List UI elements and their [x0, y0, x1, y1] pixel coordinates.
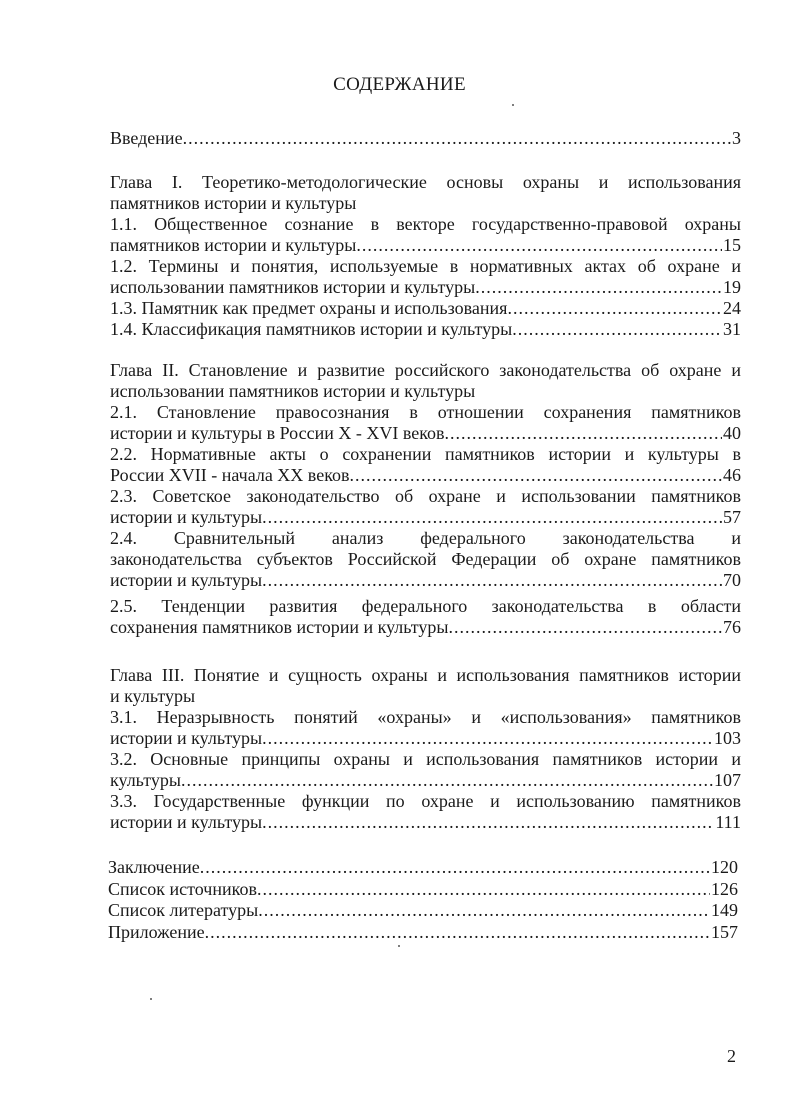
toc-label: 2.2. Нормативные акты о сохранении памятников истории и культуры в	[110, 444, 741, 464]
toc-page: 57	[723, 507, 741, 527]
scan-speck	[398, 945, 400, 947]
leader-dots	[512, 319, 722, 340]
toc-section-2-4[interactable]	[110, 528, 741, 591]
toc-label: 1.2. Термины и понятия, используемые в нормативных актах об охране и	[110, 256, 741, 276]
toc-page: 149	[711, 900, 738, 920]
toc-chapter-2	[110, 360, 741, 638]
toc-section-2-3[interactable]	[110, 486, 741, 528]
toc-page: 46	[723, 465, 741, 485]
toc-label: 3.2. Основные принципы охраны и использования памятников истории и	[110, 749, 741, 769]
toc-label: 2.3. Советское законодательство об охране и использовании памятников	[110, 486, 741, 506]
toc-section-1-2[interactable]	[110, 256, 741, 298]
toc-section-3-2[interactable]	[110, 749, 741, 791]
toc-label: 1.3. Памятник как предмет охраны и использования	[110, 298, 508, 318]
toc-literature[interactable]	[108, 900, 738, 922]
toc-sources[interactable]	[108, 879, 738, 901]
toc-page: 157	[711, 921, 738, 942]
toc-appendix[interactable]	[108, 922, 738, 944]
toc-label: 2.5. Тенденции развития федерального законодательства в области	[110, 596, 741, 616]
scan-speck	[512, 104, 514, 106]
toc-page: 19	[723, 277, 741, 297]
leader-dots	[350, 465, 722, 486]
leader-dots	[507, 298, 722, 319]
leader-dots	[449, 617, 722, 638]
toc-label: истории и культуры	[110, 570, 263, 590]
toc-section-1-1[interactable]	[110, 214, 741, 256]
toc-conclusion[interactable]	[108, 857, 738, 879]
chapter-heading: памятников истории и культуры	[110, 193, 357, 213]
toc-page: 120	[711, 857, 738, 877]
leader-dots	[445, 423, 722, 444]
toc-section-2-2[interactable]	[110, 444, 741, 486]
toc-label: 3.3. Государственные функции по охране и использованию памятников	[110, 791, 741, 811]
toc-page: 126	[711, 878, 738, 899]
toc-label: Приложение	[108, 921, 205, 942]
toc-page: 70	[723, 570, 741, 590]
toc-page: 3	[732, 128, 741, 148]
page-title: СОДЕРЖАНИЕ	[333, 74, 466, 95]
leader-dots	[200, 857, 710, 879]
toc-label: Список источников	[108, 878, 257, 899]
toc-back-matter	[108, 857, 738, 943]
leader-dots	[183, 128, 731, 149]
leader-dots	[257, 879, 710, 901]
toc-label: 2.4. Сравнительный анализ федерального законодательства и	[110, 528, 741, 548]
leader-dots	[258, 900, 710, 922]
leader-dots	[262, 570, 722, 591]
toc-page: 76	[723, 617, 741, 637]
toc-section-1-4[interactable]	[110, 319, 741, 340]
toc-page: 103	[714, 728, 741, 748]
toc-section-3-3[interactable]	[110, 791, 741, 833]
toc-label: истории и культуры	[110, 728, 263, 748]
chapter-heading: использовании памятников истории и культуры	[110, 381, 476, 401]
leader-dots	[475, 277, 722, 298]
toc-page: 40	[723, 423, 741, 443]
toc-label: истории и культуры	[110, 507, 263, 527]
toc-section-3-1[interactable]	[110, 707, 741, 749]
toc-chapter-1	[110, 172, 741, 340]
chapter-heading: и культуры	[110, 686, 196, 706]
toc-page: 111	[715, 812, 741, 832]
toc-page: 24	[723, 298, 741, 318]
chapter-heading: Глава I. Теоретико-методологические основы охраны и использования	[110, 172, 741, 192]
toc-label: Введение	[110, 128, 183, 148]
toc-page: 15	[723, 235, 741, 255]
toc-label: Заключение	[108, 857, 200, 877]
toc-page: 31	[723, 319, 741, 339]
leader-dots	[356, 235, 722, 256]
leader-dots	[262, 812, 714, 833]
toc-label: использовании памятников истории и культуры	[110, 277, 476, 297]
toc-label: Список литературы	[108, 900, 259, 920]
page-number: 2	[727, 1046, 736, 1066]
toc-label: 3.1. Неразрывность понятий «охраны» и «использования» памятников	[110, 707, 741, 727]
toc-page: 107	[714, 770, 741, 790]
toc-label: культуры	[110, 770, 181, 790]
toc-label: законодательства субъектов Российской Федерации об охране памятников	[110, 549, 741, 569]
toc-label: России XVII - начала XX веков	[110, 465, 350, 485]
scan-speck	[150, 998, 152, 1000]
leader-dots	[181, 770, 713, 791]
leader-dots	[262, 728, 713, 749]
chapter-heading: Глава III. Понятие и сущность охраны и использования памятников истории	[110, 665, 741, 685]
toc-label: 1.1. Общественное сознание в векторе государственно-правовой охраны	[110, 214, 741, 234]
toc-label: памятников истории и культуры	[110, 235, 357, 255]
toc-section-1-3[interactable]	[110, 298, 741, 319]
toc-section-2-5[interactable]	[110, 596, 741, 638]
chapter-heading: Глава II. Становление и развитие российского законодательства об охране и	[110, 360, 741, 380]
toc-label: сохранения памятников истории и культуры	[110, 617, 449, 637]
toc-label: истории и культуры	[110, 812, 263, 832]
toc-chapter-3	[110, 665, 741, 833]
leader-dots	[205, 922, 710, 944]
toc-label: 2.1. Становление правосознания в отношении сохранения памятников	[110, 402, 741, 422]
leader-dots	[262, 507, 722, 528]
toc-label: истории и культуры в России X - XVI веков	[110, 423, 445, 443]
toc-section-2-1[interactable]	[110, 402, 741, 444]
toc-label: 1.4. Классификация памятников истории и культуры	[110, 319, 513, 339]
toc-intro[interactable]	[110, 128, 741, 149]
